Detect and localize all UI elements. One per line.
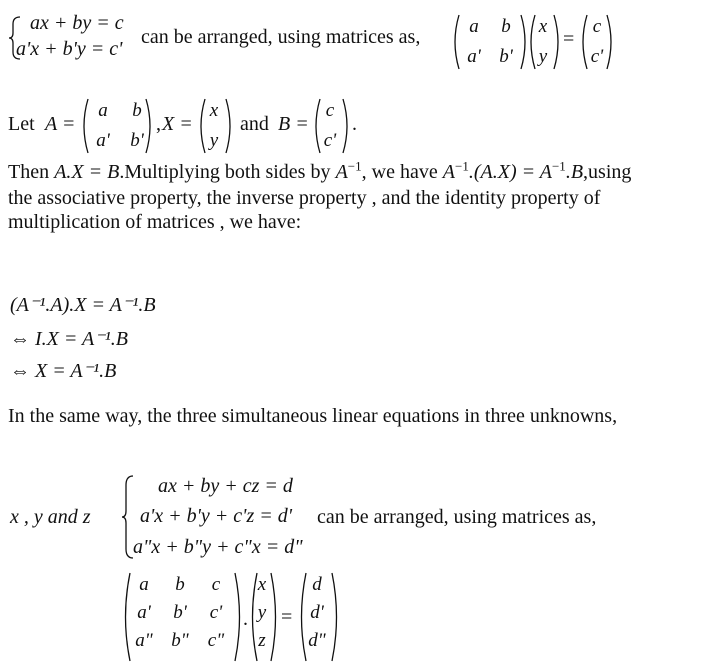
matrix-entry: a' — [96, 130, 110, 151]
we-have-text: , we have — [361, 161, 438, 183]
paragraph-line-2: the associative property, the inverse property , and the identity property of — [8, 187, 601, 209]
vector-right-paren — [606, 14, 616, 70]
vector-entry: y — [257, 602, 267, 623]
vector-entry: d — [312, 574, 322, 595]
matrix-entry: b' — [130, 130, 144, 151]
derivation-step-3: ⇔ X = A⁻¹.B — [10, 360, 117, 382]
matrix-A — [86, 100, 154, 152]
system3-equation-2: a'x + b'y + c'z = d' — [140, 505, 293, 527]
matrix-entry: c' — [209, 602, 223, 623]
vector-entry: x — [209, 100, 219, 121]
vector-right-paren — [342, 98, 352, 154]
equation-ax-b: A.X = B — [54, 161, 120, 183]
system3-equation-1: ax + by + cz = d — [158, 475, 293, 497]
matrix-right-paren — [145, 98, 155, 154]
constant-vector — [586, 16, 608, 68]
matrix-entry: c" — [207, 630, 225, 651]
coefficient-matrix — [458, 16, 522, 68]
matrix-entry: a' — [467, 46, 481, 67]
derivation-step-2: ⇔ I.X = A⁻¹.B — [10, 328, 128, 350]
matrix-entry: b — [501, 16, 511, 37]
system-equation-1: ax + by = c — [30, 12, 124, 34]
vector-entry: c — [325, 100, 335, 121]
using-text: ,using — [583, 161, 632, 183]
equals-sign: = — [563, 28, 575, 50]
xyz-prefix: x , y and z — [10, 506, 91, 528]
vector-entry: y — [209, 130, 219, 151]
X-label: X = — [162, 113, 193, 135]
matrix-entry: b" — [171, 630, 189, 651]
vector-entry: d' — [310, 602, 324, 623]
let-word: Let — [8, 113, 35, 135]
inverse-product-expression: $A^{-1}.(A.X) = A^{-1}.B$ — [442, 158, 584, 183]
three-unknowns-sentence: In the same way, the three simultaneous linear equations in three unknowns, — [8, 405, 618, 427]
matrix-entry: b' — [173, 602, 187, 623]
vector-entry: d" — [308, 630, 326, 651]
vector-entry: x — [257, 574, 267, 595]
matrix-entry: a — [98, 100, 108, 121]
matrix-entry: a' — [137, 602, 151, 623]
A-label: A = — [45, 113, 76, 135]
variable-vector-3 — [253, 574, 271, 652]
vector-entry: x — [538, 16, 548, 37]
matrix-entry: b' — [499, 46, 513, 67]
vector-entry: c' — [323, 130, 337, 151]
vector-X — [203, 100, 225, 152]
paragraph-line-1 — [8, 158, 632, 184]
multiplying-text: .Multiplying both sides by — [119, 161, 331, 183]
A-inverse: $A^{-1}$ — [335, 158, 362, 183]
vector-entry: c — [592, 16, 602, 37]
vector-right-paren — [225, 98, 235, 154]
matrix-entry: b — [175, 574, 185, 595]
vector-entry: c' — [590, 46, 604, 67]
matrix-entry: c — [211, 574, 221, 595]
system-equation-2: a'x + b'y = c' — [16, 38, 123, 60]
vector-B — [318, 100, 342, 152]
arranged-text-3: can be arranged, using matrices as, — [317, 506, 597, 528]
dot-operator: . — [243, 608, 248, 630]
matrix-entry: a — [139, 574, 149, 595]
B-label: B = — [278, 113, 309, 135]
then-word: Then — [8, 161, 50, 183]
matrix-entry: a — [469, 16, 479, 37]
and-word: and — [240, 113, 269, 135]
matrix-entry: a" — [135, 630, 153, 651]
vector-right-paren — [331, 572, 341, 662]
comma: , — [156, 113, 161, 135]
arranged-text: can be arranged, using matrices as, — [141, 26, 421, 48]
variable-vector — [533, 16, 553, 68]
vector-right-paren — [553, 14, 563, 70]
matrix-entry: b — [132, 100, 142, 121]
vector-entry: y — [538, 46, 548, 67]
vector-right-paren — [270, 572, 280, 662]
equals-sign: = — [281, 606, 293, 628]
paragraph-line-3: multiplication of matrices , we have: — [8, 211, 302, 233]
vector-entry: z — [258, 630, 266, 651]
coefficient-matrix-3x3 — [126, 574, 234, 652]
derivation-step-1: (A⁻¹.A).X = A⁻¹.B — [10, 294, 156, 316]
period: . — [352, 113, 357, 135]
constant-vector-3 — [303, 574, 331, 652]
system3-equation-3: a"x + b"y + c"x = d" — [133, 536, 303, 558]
